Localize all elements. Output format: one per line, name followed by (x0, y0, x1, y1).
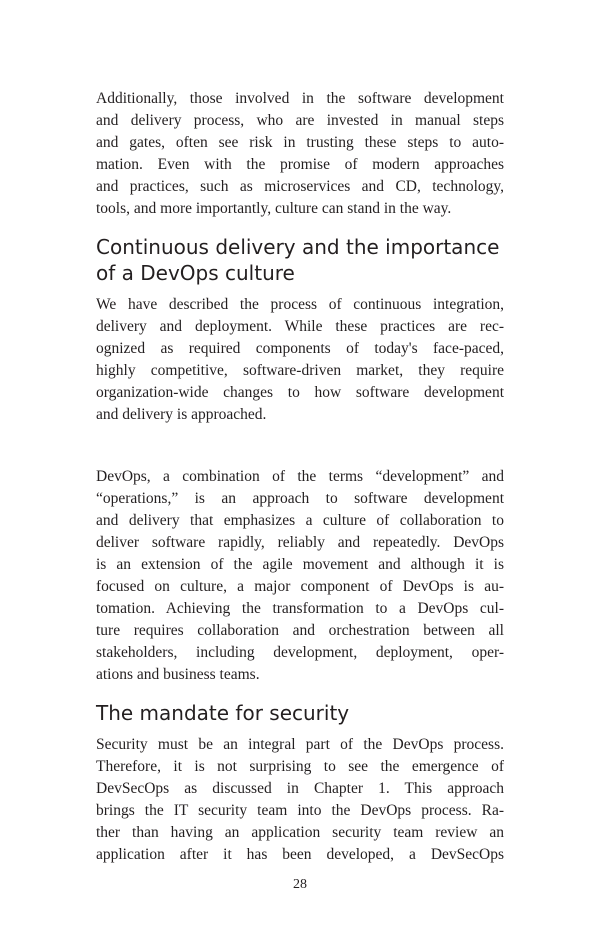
text-line: DevSecOps as discussed in Chapter 1. This approach (96, 780, 504, 797)
text-line: focused on culture, a major component of DevOps is au- (96, 578, 504, 595)
text-line: ognized as required components of today's face-paced, (96, 340, 504, 357)
paragraph-security (96, 734, 504, 866)
text-line: organization-wide changes to how software development (96, 384, 504, 401)
text-line: stakeholders, including development, deployment, oper- (96, 644, 504, 661)
paragraph-devops-definition (96, 466, 504, 686)
heading-line: of a DevOps culture (96, 261, 295, 285)
text-line: and delivery that emphasizes a culture of collaboration to (96, 512, 504, 529)
text-line: and delivery process, who are invested in manual steps (96, 112, 504, 129)
text-line: brings the IT security team into the DevOps process. Ra- (96, 802, 504, 819)
section-heading-continuous-delivery (96, 234, 516, 286)
text-line: DevOps, a combination of the terms “development” and (96, 468, 504, 485)
text-line: and delivery is approached. (96, 406, 267, 423)
paragraph-manual-steps (96, 88, 504, 220)
text-line: and gates, often see risk in trusting these steps to auto- (96, 134, 504, 151)
paragraph-ci-cd (96, 294, 504, 426)
text-line: deliver software rapidly, reliably and repeatedly. DevOps (96, 534, 504, 551)
page-body (96, 88, 504, 894)
text-line: Additionally, those involved in the software development (96, 90, 504, 107)
text-line: We have described the process of continuous integration, (96, 296, 504, 313)
text-line: “operations,” is an approach to software development (96, 490, 504, 507)
text-line: is an extension of the agile movement and although it is (96, 556, 504, 573)
text-line: mation. Even with the promise of modern approaches (96, 156, 504, 173)
heading-line: Continuous delivery and the importance (96, 235, 500, 259)
text-line: Security must be an integral part of the DevOps process. (96, 736, 504, 753)
text-line: Therefore, it is not surprising to see the emergence of (96, 758, 504, 775)
text-line: application after it has been developed, a DevSecOps (96, 846, 504, 863)
text-line: tools, and more importantly, culture can stand in the way. (96, 200, 452, 217)
text-line: and practices, such as microservices and CD, technology, (96, 178, 504, 195)
text-line: highly competitive, software-driven market, they require (96, 362, 504, 379)
text-line: ations and business teams. (96, 666, 260, 683)
text-line: delivery and deployment. While these practices are rec- (96, 318, 504, 335)
text-line: tomation. Achieving the transformation to a DevOps cul- (96, 600, 504, 617)
section-heading-mandate-security: The mandate for security (96, 701, 350, 725)
text-line: ther than having an application security team review an (96, 824, 504, 841)
page-number: 28 (293, 877, 307, 892)
text-line: ture requires collaboration and orchestration between all (96, 622, 504, 639)
